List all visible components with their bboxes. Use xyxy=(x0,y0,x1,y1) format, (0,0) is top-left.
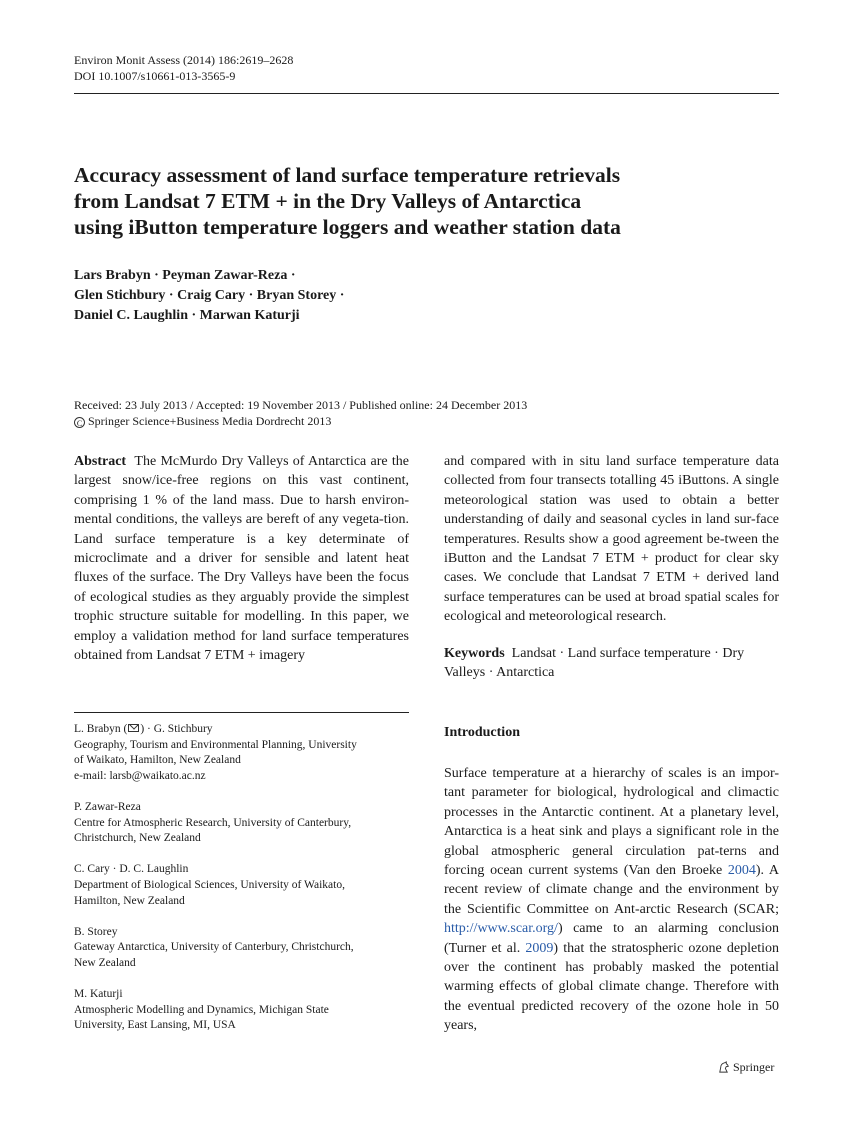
journal-citation: Environ Monit Assess (2014) 186:2619–2628 xyxy=(74,53,294,67)
authors-line-2: Glen Stichbury · Craig Cary · Bryan Storey · xyxy=(74,288,345,303)
abstract-paragraph xyxy=(74,452,409,665)
introduction-heading: Introduction xyxy=(444,725,520,740)
affiliation-line: Centre for Atmospheric Research, University of Canterbury, xyxy=(74,816,352,829)
affiliation-name: M. Katurji xyxy=(74,988,123,1001)
authors-line-1: Lars Brabyn · Peyman Zawar-Reza · xyxy=(74,268,296,283)
abstract-label: Abstract xyxy=(74,454,127,469)
affiliation-line: Gateway Antarctica, University of Canterbury, Christchurch, xyxy=(74,941,354,954)
author-list xyxy=(74,266,779,326)
authors-line-3: Daniel C. Laughlin · Marwan Katurji xyxy=(74,308,300,323)
affiliation-name: B. Storey xyxy=(74,925,118,938)
affiliation-storey xyxy=(74,925,409,972)
affiliation-zawar-reza xyxy=(74,800,409,847)
article-title xyxy=(74,162,779,240)
publication-dates xyxy=(74,397,779,429)
affiliation-katurji xyxy=(74,987,409,1034)
copyright-line xyxy=(74,413,779,429)
affiliation-cary-laughlin xyxy=(74,862,409,909)
publisher-name: Springer xyxy=(733,1060,775,1074)
abstract-left-column xyxy=(74,452,409,665)
title-line-1: Accuracy assessment of land surface temperature retrievals xyxy=(74,163,621,187)
copyright-icon: C xyxy=(74,417,85,428)
affiliation-line: Atmospheric Modelling and Dynamics, Michigan State xyxy=(74,1003,329,1016)
keywords-label: Keywords xyxy=(444,645,505,661)
reference-link[interactable]: 2009 xyxy=(525,940,554,956)
abstract-right-column xyxy=(444,452,779,682)
affiliation-rule xyxy=(74,712,409,713)
title-line-3: using iButton temperature loggers and weather station data xyxy=(74,215,621,239)
abstract-continued: and compared with in situ land surface temperature data collected from four transects totalling 45 iButtons. A single meteorological station was used to obtain a better understanding of daily and seasonal cycles in land sur-face temperatures. Results show a good agreement be-tween the iButton and the Landsat 7 ETM + product for clear sky cases. We conclude that Landsat 7 ETM + derived land surface temperatures can be used at broad spatial scales for ecological and meteorological research. xyxy=(444,454,779,625)
affiliation-name: P. Zawar-Reza xyxy=(74,800,141,813)
journal-header xyxy=(74,52,293,84)
affiliation-line: New Zealand xyxy=(74,956,136,969)
affiliation-name: C. Cary · D. C. Laughlin xyxy=(74,863,189,876)
springer-horse-icon xyxy=(717,1061,730,1074)
scar-url-link[interactable]: http://www.scar.org/ xyxy=(444,921,558,937)
affiliation-line: Hamilton, New Zealand xyxy=(74,894,185,907)
doi: DOI 10.1007/s10661-013-3565-9 xyxy=(74,69,236,83)
affiliation-line: Geography, Tourism and Environmental Planning, University xyxy=(74,738,357,751)
affiliation-brabyn xyxy=(74,722,409,784)
affiliation-email: e-mail: larsb@waikato.ac.nz xyxy=(74,769,206,782)
reference-link[interactable]: 2004 xyxy=(727,863,756,879)
abstract-text: The McMurdo Dry Valleys of Antarctica are the largest snow/ice-free regions on this vast continent, comprising 1 % of the land mass. Due to harsh environ-mental conditions, the valleys are bereft of any vegeta-tion. Land surface temperature is a key determinate of microclimate and a driver for sensible and latent heat fluxes of the surface. The Dry Valleys have been the focus of ecological studies as they arguably provide the simplest trophic structure suitable for modelling. In this paper, we employ a validation method for land surface temperatures obtained from Landsat 7 ETM + imagery xyxy=(74,454,410,664)
title-line-2: from Landsat 7 ETM + in the Dry Valleys of Antarctica xyxy=(74,189,582,213)
affiliations xyxy=(74,722,409,1049)
header-rule xyxy=(74,93,779,94)
introduction-paragraph: Surface temperature at a hierarchy of scales is an impor-tant parameter for biological, hydrological and climactic processes in the Antarctic continent. At a planetary level, Antarctica is a heat sink and plays a significant role in the global atmospheric general circulation pat-terns and forcing ocean current systems (Van den Broeke 2004). A recent review of climate change and the environment by the Scientific Committee on Ant-arctic Research (SCAR; http://www.scar.org/) came to an alarming conclusion (Turner et al. 2009) that the stratospheric ozone depletion over the continent has probably masked the potential warming effects of global climate change. Therefore with the eventual predicted recovery of the ozone hole in 50 years, xyxy=(444,766,779,1034)
publisher-footer xyxy=(717,1059,774,1075)
keywords-text: Landsat · Land surface temperature · Dry Valleys · Antarctica xyxy=(444,645,745,681)
affiliation-line: of Waikato, Hamilton, New Zealand xyxy=(74,754,241,767)
copyright-text: Springer Science+Business Media Dordrecht 2013 xyxy=(88,414,332,428)
affiliation-line: Department of Biological Sciences, University of Waikato, xyxy=(74,878,345,891)
envelope-icon xyxy=(128,724,139,732)
affiliation-name: L. Brabyn ( ) · G. Stichbury xyxy=(74,723,213,735)
affiliation-line: Christchurch, New Zealand xyxy=(74,832,201,845)
introduction-body xyxy=(444,764,779,1036)
received-accepted-published: Received: 23 July 2013 / Accepted: 19 November 2013 / Published online: 24 December 2013 xyxy=(74,398,528,412)
keywords xyxy=(444,644,779,683)
affiliation-line: University, East Lansing, MI, USA xyxy=(74,1019,236,1032)
